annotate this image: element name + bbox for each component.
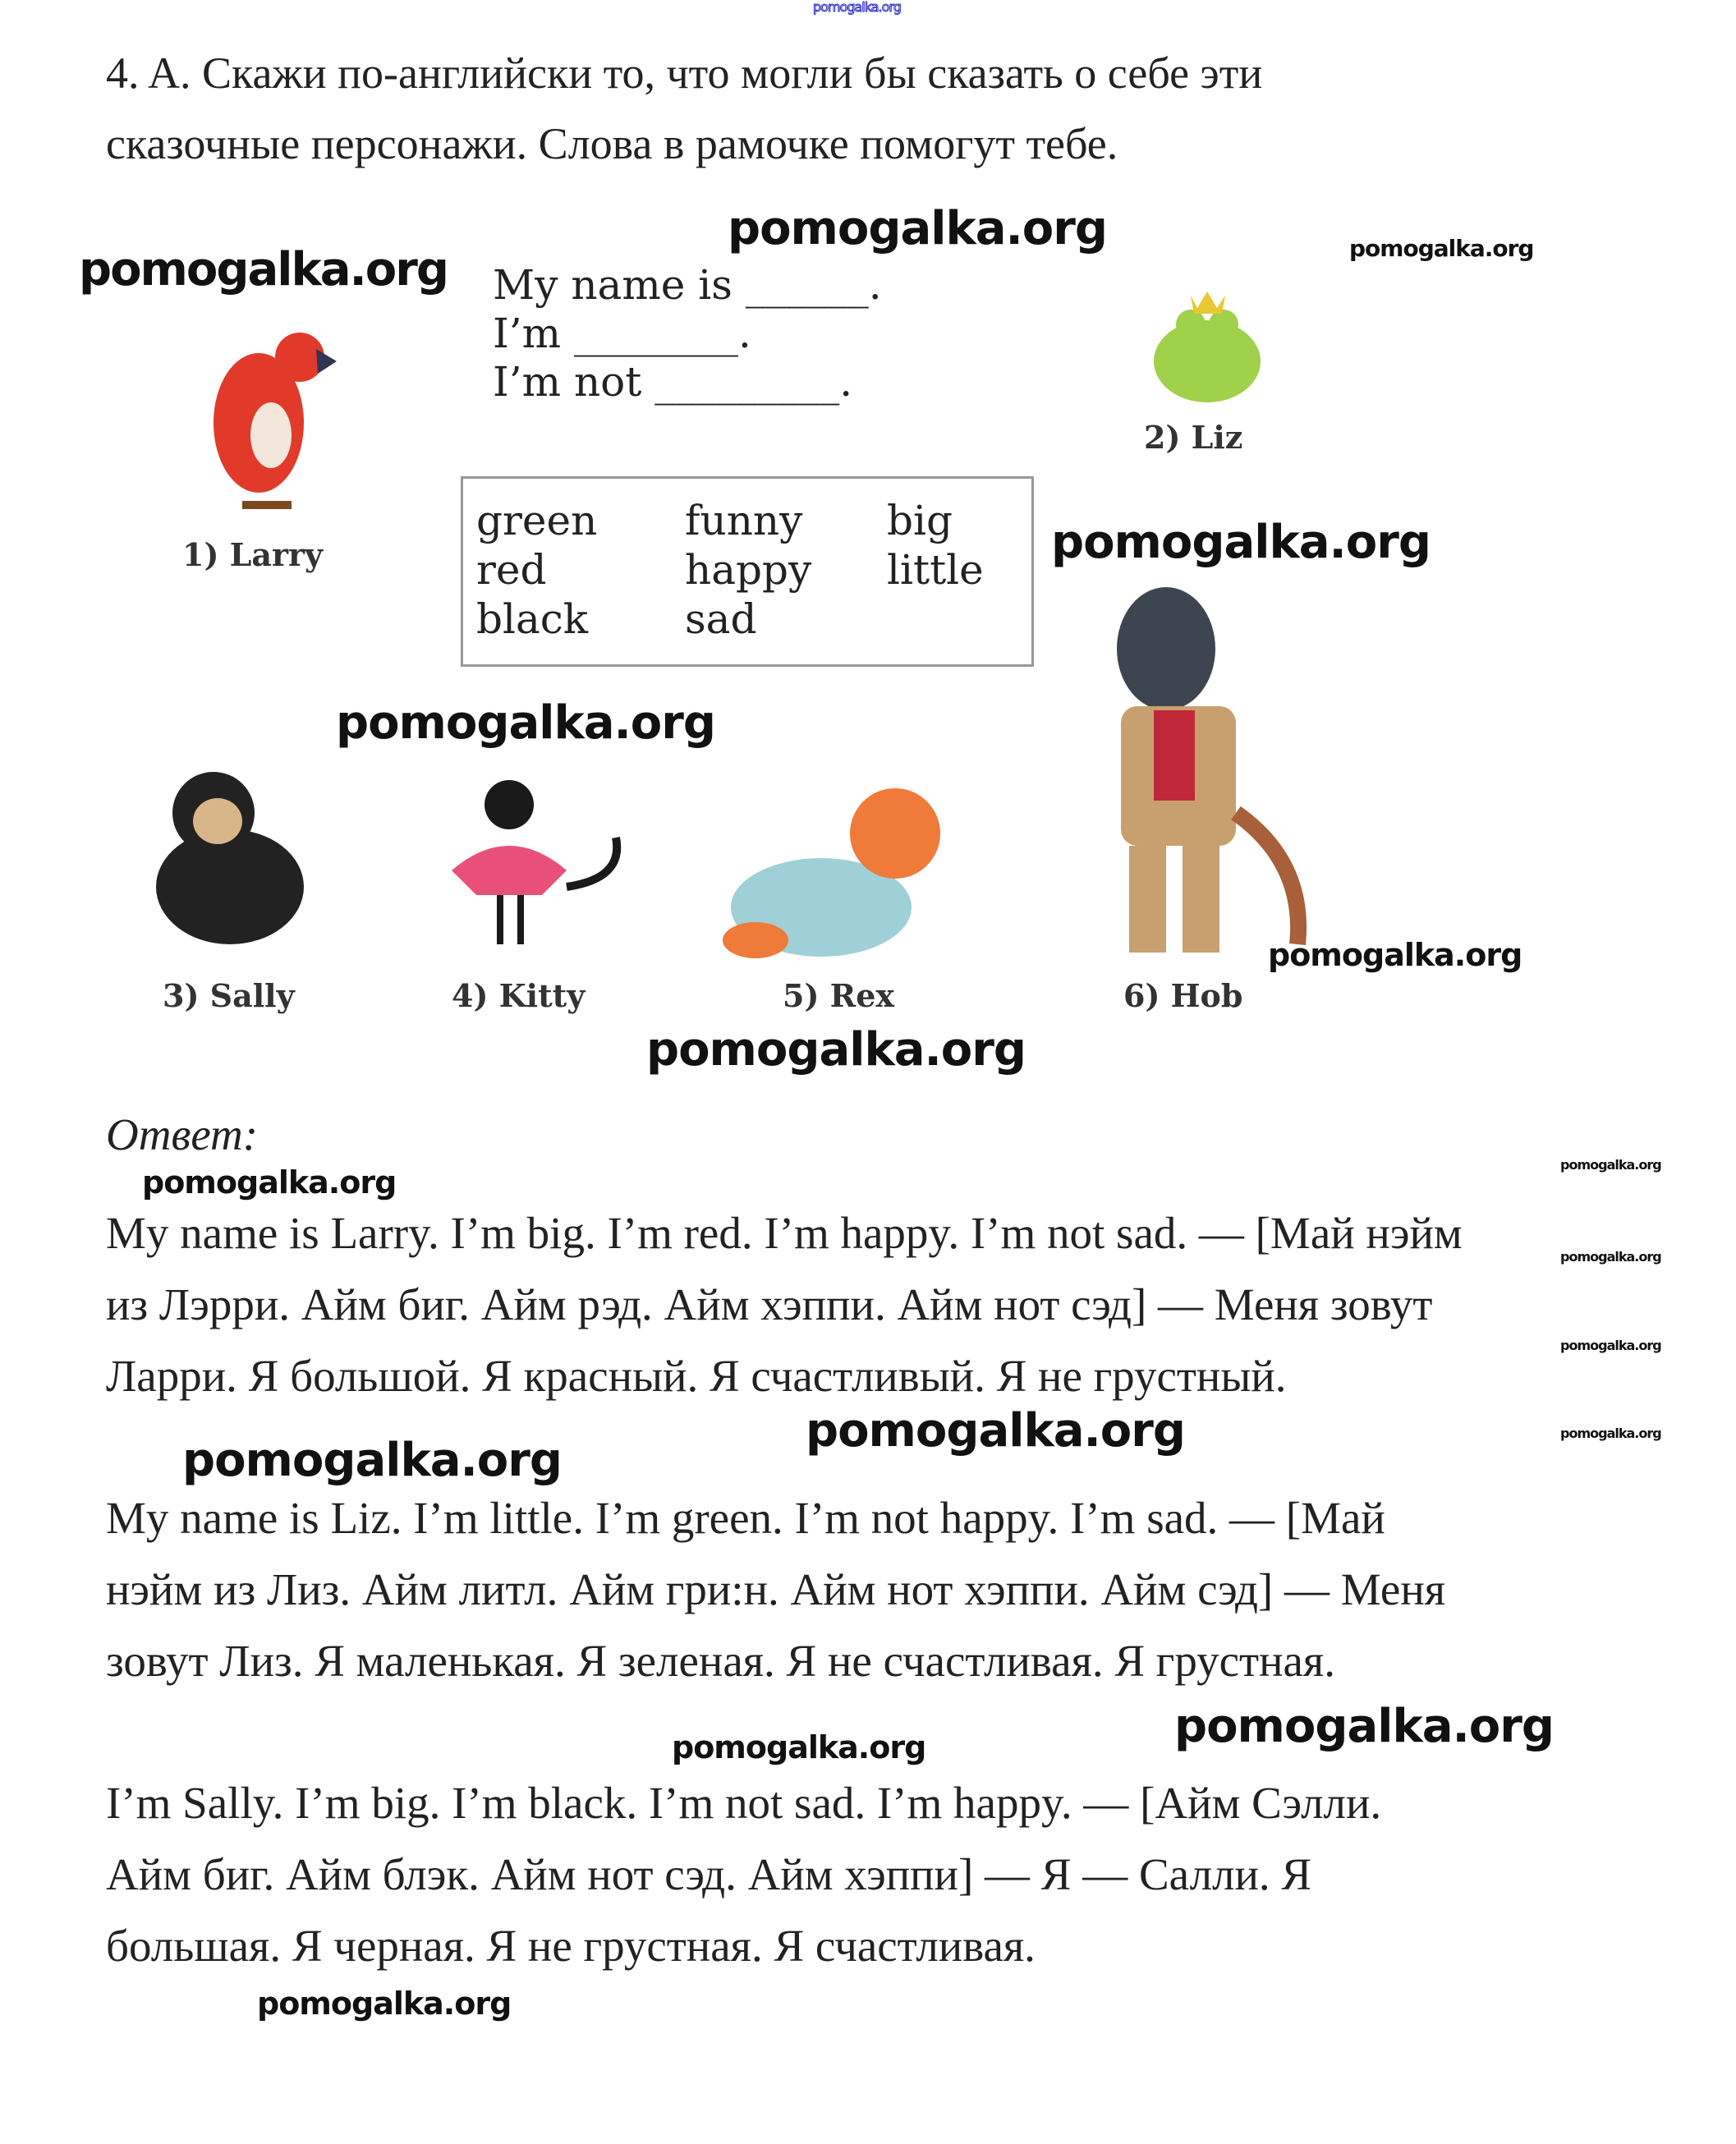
task-heading-line: сказочные персонажи. Слова в рамочке помогут тебе.: [106, 119, 1118, 168]
word: red: [476, 546, 547, 594]
template-line: I’m not _________.: [493, 358, 853, 406]
dog-rex-illustration: [706, 776, 985, 973]
word: happy: [685, 546, 812, 594]
watermark: pomogalka.org: [79, 243, 448, 296]
task-heading-line: 4. A. Скажи по-английски то, что могли бы сказать о себе эти: [106, 48, 1263, 98]
template-line: I’m ________.: [493, 310, 751, 357]
watermark: pomogalka.org: [1051, 516, 1431, 569]
watermark: pomogalka.org: [142, 1164, 397, 1201]
character-label: 5) Rex: [783, 977, 895, 1014]
horse-hob-illustration: [1059, 575, 1322, 969]
word: sad: [685, 595, 757, 643]
answer-line: Ларри. Я большой. Я красный. Я счастливый. Я не грустный.: [106, 1351, 1287, 1401]
word: black: [476, 595, 589, 643]
character-label: 2) Liz: [1144, 419, 1243, 456]
answer-line: из Лэрри. Айм биг. Айм рэд. Айм хэппи. Айм нот сэд] — Меня зовут: [106, 1279, 1433, 1329]
watermark: pomogalka.org: [1174, 1700, 1554, 1753]
answer-line: I’m Sally. I’m big. I’m black. I’m not sad. I’m happy. — [Айм Сэлли.: [106, 1778, 1382, 1828]
template-line: My name is ______.: [493, 261, 882, 309]
character-label: 4) Kitty: [452, 977, 586, 1014]
watermark: pomogalka.org: [336, 696, 715, 750]
parrot-larry-illustration: [168, 300, 349, 530]
word: funny: [685, 497, 803, 544]
answer-line: нэйм из Лиз. Айм литл. Айм гри:н. Айм нот хэппи. Айм сэд] — Меня: [106, 1564, 1446, 1614]
answer-line: большая. Я черная. Я не грустная. Я счастливая.: [106, 1921, 1036, 1971]
word: big: [887, 497, 953, 544]
answer-line: Айм биг. Айм блэк. Айм нот сэд. Айм хэппи] — Я — Салли. Я: [106, 1849, 1312, 1899]
watermark: pomogalka.org: [257, 1986, 512, 2022]
character-label: 3) Sally: [163, 977, 295, 1014]
watermark: pomogalka.org: [1560, 1249, 1661, 1265]
character-label: 6) Hob: [1123, 977, 1243, 1014]
word: little: [887, 546, 984, 594]
watermark: pomogalka.org: [806, 1404, 1185, 1458]
character-label: 1) Larry: [182, 536, 324, 573]
answer-line: My name is Liz. I’m little. I’m green. I’m not happy. I’m sad. — [Май: [106, 1493, 1385, 1543]
answer-line: зовут Лиз. Я маленькая. Я зеленая. Я не счастливая. Я грустная.: [106, 1636, 1335, 1686]
watermark: pomogalka.org: [1560, 1157, 1661, 1173]
watermark: pomogalka.org: [1268, 937, 1522, 973]
answer-heading: Ответ:: [106, 1109, 259, 1159]
watermark: pomogalka.org: [728, 202, 1107, 255]
monkey-sally-illustration: [123, 764, 337, 953]
watermark: pomogalka.org: [813, 0, 901, 15]
watermark: pomogalka.org: [1560, 1426, 1661, 1441]
watermark: pomogalka.org: [672, 1729, 926, 1765]
watermark: pomogalka.org: [646, 1023, 1026, 1077]
frog-liz-illustration: [1133, 279, 1281, 419]
answer-line: My name is Larry. I’m big. I’m red. I’m happy. I’m not sad. — [Май нэйм: [106, 1208, 1463, 1258]
watermark: pomogalka.org: [1560, 1338, 1661, 1353]
word: green: [476, 497, 598, 544]
watermark: pomogalka.org: [182, 1434, 562, 1487]
cat-kitty-illustration: [419, 772, 632, 961]
watermark: pomogalka.org: [1349, 235, 1534, 262]
